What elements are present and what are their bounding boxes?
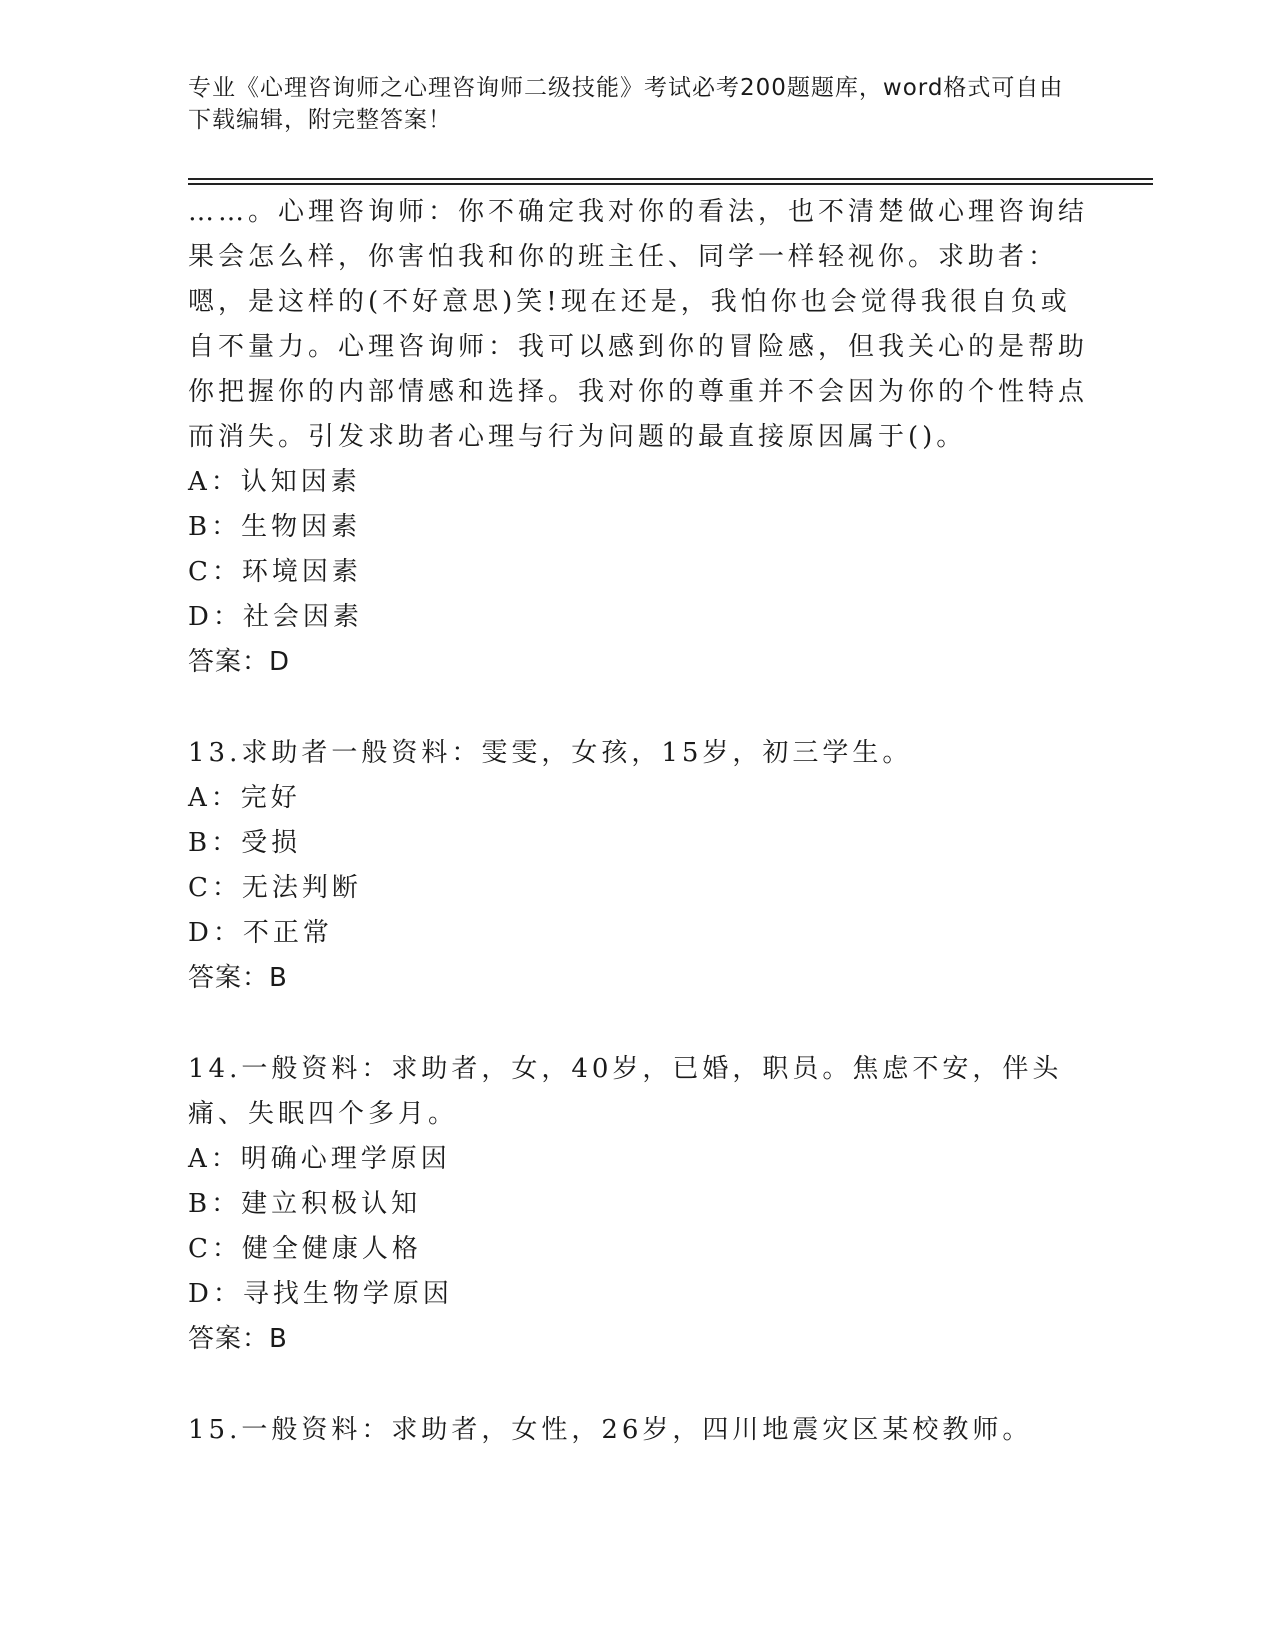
question-15 bbox=[188, 1408, 1088, 1453]
option-c: C：环境因素 bbox=[188, 557, 362, 587]
answer-line: 答案：B bbox=[188, 1324, 288, 1354]
option-c: C：无法判断 bbox=[188, 873, 362, 903]
option-c: C：健全健康人格 bbox=[188, 1234, 422, 1264]
spacer bbox=[188, 1001, 1088, 1047]
option-b: B：生物因素 bbox=[188, 512, 362, 542]
question-stem: 14.一般资料：求助者，女，40岁，已婚，职员。焦虑不安，伴头痛、失眠四个多月。 bbox=[188, 1054, 1063, 1129]
question-14 bbox=[188, 1047, 1088, 1362]
header-rule-top bbox=[188, 178, 1153, 180]
spacer bbox=[188, 685, 1088, 731]
option-a: A：认知因素 bbox=[188, 467, 361, 497]
option-b: B：受损 bbox=[188, 828, 302, 858]
answer-line: 答案：D bbox=[188, 647, 291, 677]
question-stem: 15.一般资料：求助者，女性，26岁，四川地震灾区某校教师。 bbox=[188, 1415, 1033, 1445]
spacer bbox=[188, 1362, 1088, 1408]
option-d: D：社会因素 bbox=[188, 602, 363, 632]
option-d: D：不正常 bbox=[188, 918, 333, 948]
option-d: D：寻找生物学原因 bbox=[188, 1279, 453, 1309]
document-body bbox=[188, 190, 1088, 1453]
question-stem: ……。心理咨询师：你不确定我对你的看法，也不清楚做心理咨询结果会怎么样，你害怕我和你的班主任、同学一样轻视你。求助者：嗯，是这样的(不好意思)笑!现在还是，我怕你也会觉得我很自负或自不量力。心理咨询师：我可以感到你的冒险感，但我关心的是帮助你把握你的内部情感和选择。我对你的尊重并不会因为你的个性特点而消失。引发求助者心理与行为问题的最直接原因属于()。 bbox=[188, 197, 1089, 452]
document-header: 专业《心理咨询师之心理咨询师二级技能》考试必考200题题库，word格式可自由下载编辑，附完整答案！ bbox=[188, 75, 1064, 133]
question-12 bbox=[188, 190, 1088, 685]
option-a: A：完好 bbox=[188, 783, 301, 813]
header-rule-bottom bbox=[188, 183, 1153, 185]
question-13 bbox=[188, 731, 1088, 1001]
option-b: B：建立积极认知 bbox=[188, 1189, 422, 1219]
question-stem: 13.求助者一般资料：雯雯，女孩，15岁，初三学生。 bbox=[188, 738, 913, 768]
answer-line: 答案：B bbox=[188, 963, 288, 993]
option-a: A：明确心理学原因 bbox=[188, 1144, 451, 1174]
